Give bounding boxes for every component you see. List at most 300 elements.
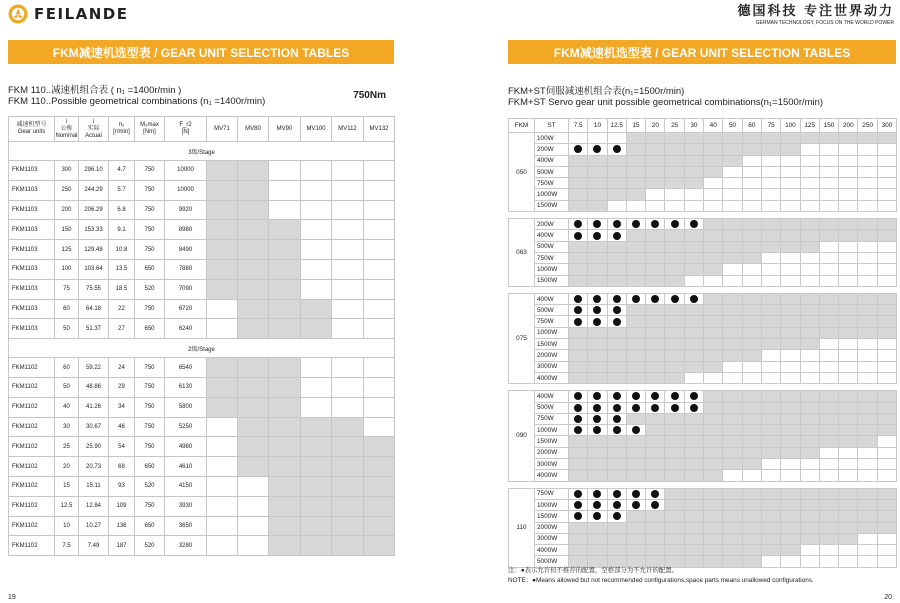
cell-unallowed [858, 533, 877, 544]
cell-allowed [704, 155, 723, 166]
cell-allowed [723, 499, 742, 510]
cell-allowed [626, 350, 645, 361]
cell-not-recommended [665, 402, 684, 413]
cell-allowed [588, 155, 607, 166]
value-cell: 520 [135, 279, 165, 299]
cell-allowed [646, 133, 665, 144]
stage-label: 3级/Stage [9, 142, 395, 161]
cell-allowed [839, 293, 858, 304]
header-motor: MV90 [269, 117, 301, 142]
motor-cell-available [269, 377, 301, 397]
motor-cell-empty [269, 161, 301, 181]
table-row [9, 180, 395, 200]
cell-allowed [569, 522, 588, 533]
servo-power-cell: 4000W [535, 470, 569, 481]
cell-unallowed [877, 189, 896, 200]
motor-cell-empty [332, 319, 364, 339]
dot-icon [574, 404, 582, 412]
cell-allowed [781, 339, 800, 350]
cell-allowed [684, 305, 703, 316]
motor-cell-empty [332, 299, 364, 319]
motor-cell-empty [301, 397, 332, 417]
value-cell: 60 [55, 299, 79, 319]
gear-unit-cell: FKM1102 [9, 457, 55, 477]
cell-unallowed [839, 166, 858, 177]
value-cell: 206.29 [79, 200, 109, 220]
cell-allowed [646, 264, 665, 275]
cell-not-recommended [626, 293, 645, 304]
dot-icon [593, 490, 601, 498]
servo-power-cell: 1000W [535, 189, 569, 200]
table-row [509, 522, 897, 533]
cell-allowed [800, 447, 819, 458]
cell-unallowed [819, 144, 838, 155]
motor-cell-empty [332, 220, 364, 240]
cell-allowed [877, 391, 896, 402]
cell-allowed [626, 178, 645, 189]
cell-allowed [704, 293, 723, 304]
motor-cell-available [364, 437, 395, 457]
cell-unallowed [819, 350, 838, 361]
cell-allowed [646, 470, 665, 481]
cell-allowed [646, 178, 665, 189]
table-row [509, 293, 897, 304]
header-f-label: F_r2 [179, 122, 192, 128]
cell-allowed [588, 178, 607, 189]
dot-icon [613, 318, 621, 326]
cell-not-recommended [684, 293, 703, 304]
motor-cell-empty [207, 516, 238, 536]
cell-unallowed [781, 350, 800, 361]
cell-allowed [781, 499, 800, 510]
table-row [9, 377, 395, 397]
dot-icon [651, 220, 659, 228]
cell-allowed [665, 459, 684, 470]
table-row [509, 166, 897, 177]
table-row [509, 252, 897, 263]
cell-allowed [723, 350, 742, 361]
cell-unallowed [800, 166, 819, 177]
motor-cell-available [301, 319, 332, 339]
cell-unallowed [800, 275, 819, 286]
cell-allowed [646, 361, 665, 372]
dot-icon [671, 295, 679, 303]
cell-allowed [665, 350, 684, 361]
motor-cell-available [238, 437, 269, 457]
motor-cell-available [238, 417, 269, 437]
motor-cell-empty [207, 536, 238, 556]
cell-allowed [742, 447, 761, 458]
motor-cell-empty [364, 180, 395, 200]
cell-allowed [819, 305, 838, 316]
header-ratio: 12.5 [607, 119, 626, 133]
cell-unallowed [704, 372, 723, 383]
cell-unallowed [858, 470, 877, 481]
cell-allowed [665, 413, 684, 424]
cell-unallowed [684, 189, 703, 200]
cell-allowed [839, 133, 858, 144]
dot-icon [671, 392, 679, 400]
cell-allowed [819, 425, 838, 436]
cell-allowed [684, 522, 703, 533]
cell-allowed [626, 241, 645, 252]
cell-unallowed [858, 144, 877, 155]
cell-allowed [858, 391, 877, 402]
cell-unallowed [742, 264, 761, 275]
motor-cell-available [207, 200, 238, 220]
cell-allowed [684, 499, 703, 510]
dot-icon [613, 220, 621, 228]
dot-icon [632, 392, 640, 400]
value-cell: 296.10 [79, 161, 109, 181]
cell-unallowed [877, 166, 896, 177]
cell-allowed [800, 402, 819, 413]
cell-allowed [569, 241, 588, 252]
table-row [9, 299, 395, 319]
cell-allowed [569, 178, 588, 189]
cell-unallowed [588, 133, 607, 144]
cell-not-recommended [569, 511, 588, 522]
cell-allowed [704, 144, 723, 155]
table-row [509, 350, 897, 361]
cell-allowed [607, 361, 626, 372]
cell-allowed [839, 488, 858, 499]
servo-power-cell: 750W [535, 316, 569, 327]
motor-cell-empty [332, 377, 364, 397]
cell-allowed [569, 275, 588, 286]
cell-unallowed [858, 350, 877, 361]
cell-unallowed [819, 252, 838, 263]
value-cell: 100 [55, 259, 79, 279]
cell-unallowed [819, 264, 838, 275]
torque-value: 750Nm [353, 90, 386, 101]
cell-allowed [626, 470, 645, 481]
cell-allowed [569, 372, 588, 383]
value-cell: 41.26 [79, 397, 109, 417]
table-row [9, 240, 395, 260]
motor-cell-available [238, 377, 269, 397]
cell-unallowed [858, 339, 877, 350]
dot-icon [613, 392, 621, 400]
table-row [509, 241, 897, 252]
cell-allowed [588, 339, 607, 350]
cell-allowed [781, 488, 800, 499]
cell-unallowed [665, 200, 684, 211]
table-row [9, 417, 395, 437]
table-row [509, 391, 897, 402]
cell-unallowed [877, 361, 896, 372]
slogan [737, 4, 894, 26]
cell-allowed [761, 241, 780, 252]
cell-allowed [742, 219, 761, 230]
cell-unallowed [839, 144, 858, 155]
cell-unallowed [839, 447, 858, 458]
cell-not-recommended [588, 488, 607, 499]
header-ratio: 50 [723, 119, 742, 133]
cell-unallowed [761, 155, 780, 166]
cell-allowed [646, 316, 665, 327]
servo-power-cell: 100W [535, 133, 569, 144]
cell-unallowed [704, 189, 723, 200]
cell-allowed [761, 230, 780, 241]
dot-icon [593, 232, 601, 240]
cell-unallowed [761, 361, 780, 372]
cell-allowed [665, 361, 684, 372]
motor-cell-available [332, 476, 364, 496]
cell-allowed [781, 144, 800, 155]
cell-allowed [819, 488, 838, 499]
cell-unallowed [877, 275, 896, 286]
cell-allowed [858, 436, 877, 447]
motor-cell-empty [364, 240, 395, 260]
motor-cell-empty [332, 240, 364, 260]
cell-allowed [646, 252, 665, 263]
cell-allowed [781, 230, 800, 241]
dot-icon [574, 220, 582, 228]
value-cell: 7.5 [55, 536, 79, 556]
cell-unallowed [819, 361, 838, 372]
cell-allowed [723, 488, 742, 499]
motor-cell-empty [238, 536, 269, 556]
motor-cell-available [269, 476, 301, 496]
cell-not-recommended [607, 144, 626, 155]
servo-power-cell: 5000W [535, 556, 569, 567]
cell-unallowed [877, 350, 896, 361]
value-cell: 75.55 [79, 279, 109, 299]
cell-allowed [704, 413, 723, 424]
cell-not-recommended [569, 144, 588, 155]
cell-allowed [819, 402, 838, 413]
dot-icon [651, 490, 659, 498]
cell-allowed [742, 522, 761, 533]
motor-cell-empty [332, 358, 364, 378]
value-cell: 125 [55, 240, 79, 260]
cell-allowed [858, 425, 877, 436]
dot-icon [632, 426, 640, 434]
dot-icon [613, 426, 621, 434]
cell-allowed [877, 133, 896, 144]
value-cell: 750 [135, 397, 165, 417]
right-subtitle-en: FKM+ST Servo gear unit possible geometrical combinations(n₁=1500r/min) [508, 97, 824, 108]
value-cell: 10.27 [79, 516, 109, 536]
cell-allowed [723, 533, 742, 544]
cell-not-recommended [569, 425, 588, 436]
value-cell: 750 [135, 161, 165, 181]
gear-unit-cell: FKM1102 [9, 397, 55, 417]
fkm-size-cell: 110 [509, 488, 535, 567]
servo-power-cell: 750W [535, 178, 569, 189]
cell-allowed [588, 166, 607, 177]
right-title-banner [508, 40, 896, 64]
cell-allowed [665, 166, 684, 177]
dot-icon [613, 145, 621, 153]
cell-allowed [819, 327, 838, 338]
cell-unallowed [800, 155, 819, 166]
cell-unallowed [704, 178, 723, 189]
cell-not-recommended [569, 488, 588, 499]
value-cell: 24 [109, 358, 135, 378]
cell-allowed [761, 533, 780, 544]
table-row [509, 230, 897, 241]
cell-allowed [742, 339, 761, 350]
cell-unallowed [800, 470, 819, 481]
cell-allowed [684, 488, 703, 499]
dot-icon [574, 306, 582, 314]
cell-unallowed [858, 372, 877, 383]
note-en: NOTE：●Means allowed but not recommended configurations,space parts means unallowed configurations. [508, 577, 814, 584]
cell-allowed [704, 459, 723, 470]
motor-cell-available [269, 437, 301, 457]
cell-allowed [646, 436, 665, 447]
cell-allowed [684, 316, 703, 327]
value-cell: 129.48 [79, 240, 109, 260]
cell-allowed [800, 511, 819, 522]
cell-allowed [626, 144, 645, 155]
cell-allowed [781, 533, 800, 544]
header-motor: MV80 [238, 117, 269, 142]
servo-power-cell: 2000W [535, 522, 569, 533]
cell-unallowed [684, 200, 703, 211]
cell-allowed [665, 252, 684, 263]
header-n2-unit: [r/min] [113, 129, 130, 135]
servo-power-cell: 1500W [535, 436, 569, 447]
cell-allowed [839, 230, 858, 241]
left-subtitle [8, 80, 394, 116]
value-cell: 50 [55, 377, 79, 397]
dot-icon [632, 404, 640, 412]
cell-unallowed [781, 361, 800, 372]
cell-allowed [665, 155, 684, 166]
table-row [9, 220, 395, 240]
value-cell: 7090 [165, 279, 207, 299]
cell-allowed [646, 339, 665, 350]
cell-unallowed [877, 241, 896, 252]
dot-icon [593, 512, 601, 520]
cell-allowed [742, 327, 761, 338]
cell-unallowed [742, 361, 761, 372]
cell-not-recommended [665, 219, 684, 230]
cell-unallowed [858, 189, 877, 200]
cell-allowed [723, 522, 742, 533]
motor-cell-available [207, 377, 238, 397]
cell-unallowed [800, 264, 819, 275]
cell-allowed [588, 252, 607, 263]
value-cell: 103.64 [79, 259, 109, 279]
value-cell: 34 [109, 397, 135, 417]
cell-unallowed [858, 556, 877, 567]
table-row [509, 459, 897, 470]
dot-icon [593, 501, 601, 509]
cell-unallowed [839, 178, 858, 189]
value-cell: 64.18 [79, 299, 109, 319]
cell-unallowed [858, 241, 877, 252]
cell-allowed [742, 230, 761, 241]
cell-allowed [761, 511, 780, 522]
cell-allowed [607, 264, 626, 275]
cell-allowed [742, 402, 761, 413]
cell-allowed [723, 252, 742, 263]
motor-cell-available [332, 496, 364, 516]
motor-cell-empty [364, 161, 395, 181]
cell-allowed [742, 252, 761, 263]
cell-allowed [607, 155, 626, 166]
cell-unallowed [839, 545, 858, 556]
cell-allowed [569, 350, 588, 361]
motor-cell-available [238, 358, 269, 378]
value-cell: 7.49 [79, 536, 109, 556]
cell-unallowed [781, 372, 800, 383]
slogan-cn: 德国科技 专注世界动力 [737, 4, 894, 19]
table-row [509, 339, 897, 350]
cell-unallowed [877, 339, 896, 350]
header-ratio: 30 [684, 119, 703, 133]
value-cell: 12.84 [79, 496, 109, 516]
cell-unallowed [781, 200, 800, 211]
dot-icon [574, 415, 582, 423]
cell-allowed [626, 372, 645, 383]
cell-allowed [665, 499, 684, 510]
fkm-size-cell: 090 [509, 391, 535, 481]
cell-allowed [626, 155, 645, 166]
table-row [509, 133, 897, 144]
cell-unallowed [781, 252, 800, 263]
cell-allowed [858, 219, 877, 230]
cell-allowed [819, 413, 838, 424]
header-ratio: 125 [800, 119, 819, 133]
cell-unallowed [781, 189, 800, 200]
motor-cell-available [238, 161, 269, 181]
fkm-size-cell: 075 [509, 293, 535, 383]
cell-not-recommended [569, 413, 588, 424]
motor-cell-available [207, 397, 238, 417]
value-cell: 8980 [165, 220, 207, 240]
header-i: i [65, 118, 68, 125]
motor-cell-available [238, 259, 269, 279]
cell-allowed [723, 425, 742, 436]
cell-unallowed [742, 189, 761, 200]
table-row [509, 413, 897, 424]
cell-unallowed [819, 372, 838, 383]
group-spacer [509, 286, 897, 293]
cell-allowed [877, 413, 896, 424]
cell-allowed [665, 470, 684, 481]
motor-cell-empty [207, 496, 238, 516]
spacer-cell [509, 286, 897, 293]
cell-unallowed [781, 275, 800, 286]
cell-allowed [704, 425, 723, 436]
value-cell: 59.22 [79, 358, 109, 378]
cell-not-recommended [588, 293, 607, 304]
cell-allowed [819, 436, 838, 447]
table-row [9, 536, 395, 556]
cell-allowed [761, 413, 780, 424]
cell-allowed [761, 133, 780, 144]
cell-allowed [626, 275, 645, 286]
cell-allowed [684, 339, 703, 350]
cell-not-recommended [626, 488, 645, 499]
cell-allowed [704, 133, 723, 144]
gear-unit-cell: FKM1102 [9, 377, 55, 397]
cell-allowed [588, 372, 607, 383]
header-ratio: 7.5 [569, 119, 588, 133]
value-cell: 6540 [165, 358, 207, 378]
cell-unallowed [723, 372, 742, 383]
value-cell: 3650 [165, 516, 207, 536]
cell-not-recommended [607, 402, 626, 413]
cell-allowed [723, 155, 742, 166]
cell-unallowed [858, 200, 877, 211]
cell-allowed [858, 133, 877, 144]
